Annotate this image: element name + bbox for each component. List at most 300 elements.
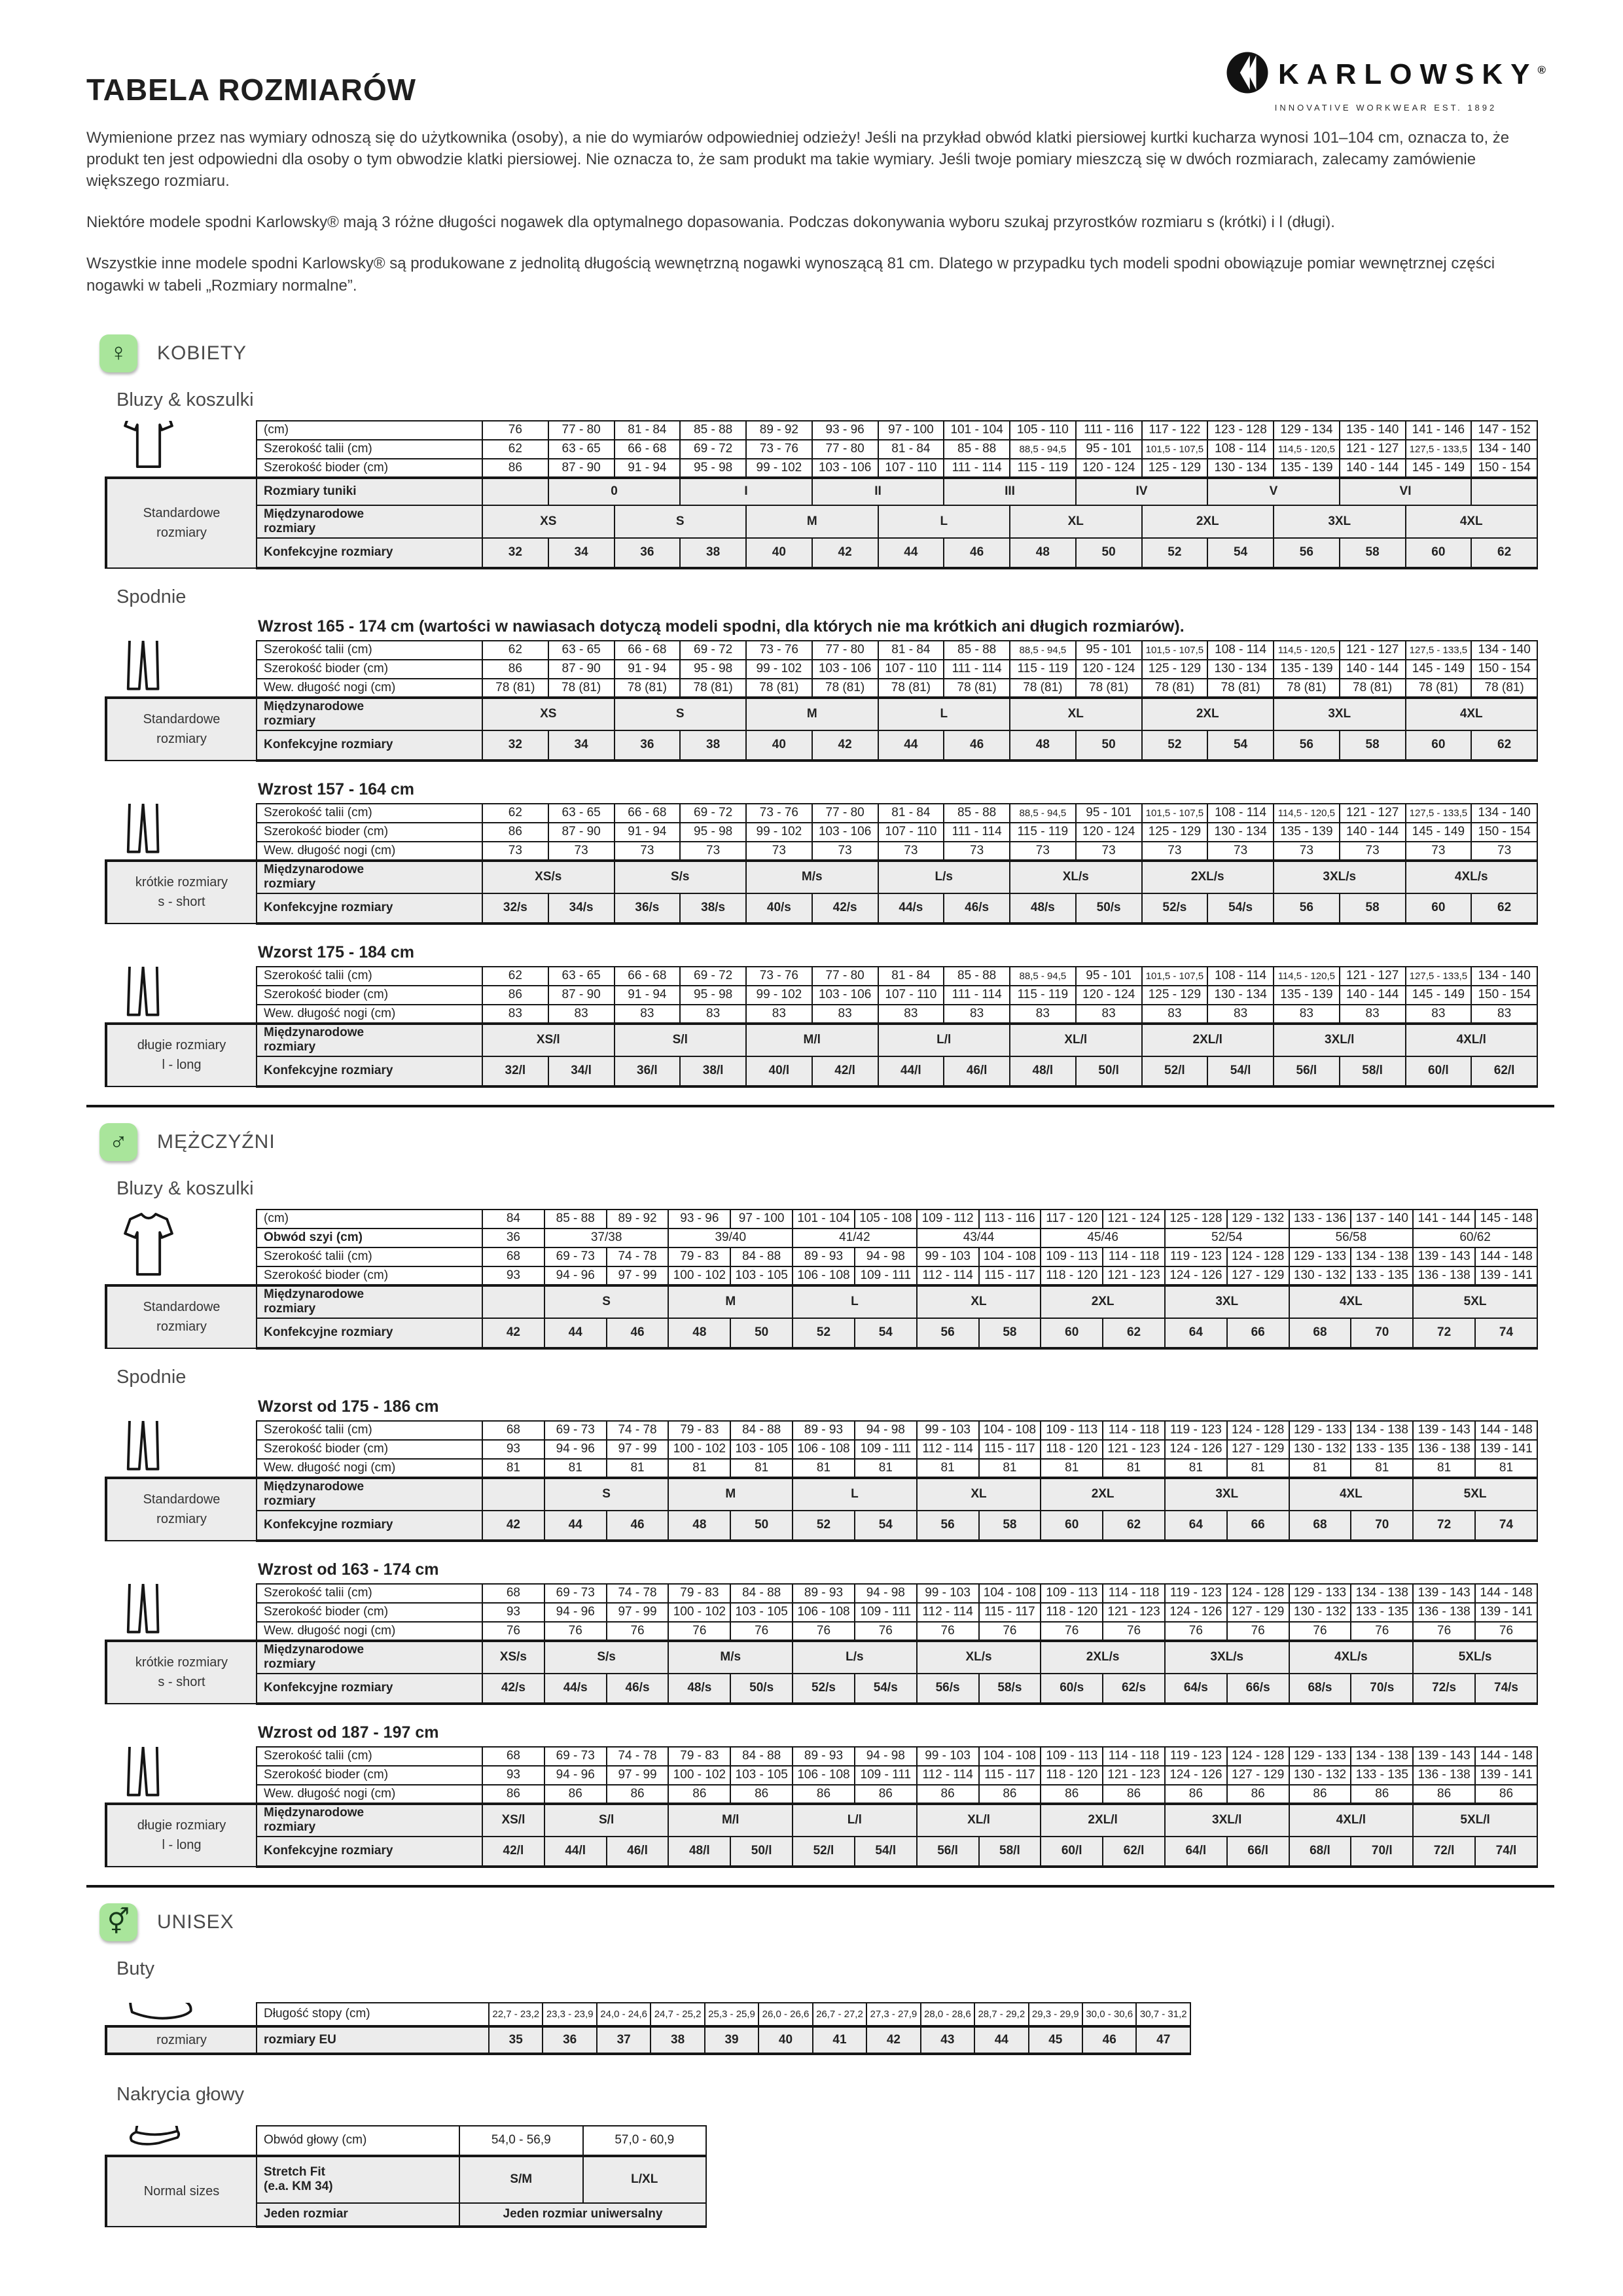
size-cell: 83 — [1142, 1005, 1208, 1024]
icon-cell — [106, 967, 257, 1024]
size-cell: 64/l — [1165, 1837, 1227, 1867]
size-cell: 66/l — [1227, 1837, 1289, 1867]
size-cell: 124 - 128 — [1227, 1421, 1289, 1440]
row-label: Szerokość talii (cm) — [257, 1421, 482, 1440]
size-cell: 94 - 98 — [855, 1584, 917, 1603]
size-cell: 40/s — [746, 893, 812, 924]
size-cell: 3XL — [1165, 1285, 1289, 1318]
subsection-title: Spodnie — [116, 1366, 187, 1388]
size-cell: 127 - 129 — [1227, 1266, 1289, 1285]
size-cell: 76 — [482, 421, 548, 440]
size-cell: 44 — [544, 1318, 607, 1348]
size-cell: 73 — [1471, 842, 1537, 861]
size-cell: 52 — [1142, 538, 1208, 568]
size-cell: 85 - 88 — [944, 440, 1010, 459]
group-label: krótkie rozmiary s - short — [106, 861, 257, 924]
size-cell: 74 - 78 — [607, 1584, 669, 1603]
size-cell: 81 - 84 — [878, 641, 944, 660]
size-cell: 94 - 96 — [544, 1766, 607, 1785]
size-cell: 77 - 80 — [548, 421, 615, 440]
size-cell: 54/l — [1207, 1056, 1274, 1086]
size-cell: 150 - 154 — [1471, 660, 1537, 679]
size-cell: 46/l — [944, 1056, 1010, 1086]
size-cell: 140 - 144 — [1340, 660, 1406, 679]
pants-icon — [123, 1421, 164, 1475]
size-cell: 150 - 154 — [1471, 986, 1537, 1005]
size-cell: 95 - 98 — [680, 459, 746, 478]
table-row — [106, 1440, 1537, 1459]
size-cell: 42 — [482, 1511, 544, 1541]
size-cell: 70 — [1351, 1318, 1413, 1348]
table-row — [106, 2003, 1190, 2026]
size-cell: 41 — [813, 2026, 866, 2054]
table-row — [106, 1674, 1537, 1704]
size-cell: 74 - 78 — [607, 1421, 669, 1440]
size-cell: 69 - 72 — [680, 804, 746, 823]
subsection-title: Bluzy & koszulki — [116, 389, 254, 410]
size-cell: 81 - 84 — [878, 804, 944, 823]
size-cell: 78 (81) — [1406, 679, 1472, 698]
size-table — [105, 420, 1538, 569]
size-cell: 139 - 143 — [1413, 1247, 1475, 1266]
size-cell: 2XL — [1142, 505, 1274, 538]
size-cell: 114 - 118 — [1103, 1747, 1165, 1766]
size-cell: 81 — [544, 1459, 607, 1478]
size-cell: 63 - 65 — [548, 967, 615, 986]
size-cell: 81 — [855, 1459, 917, 1478]
size-cell: XL/s — [917, 1641, 1041, 1674]
size-cell: 107 - 110 — [878, 986, 944, 1005]
size-cell: 99 - 102 — [746, 660, 812, 679]
size-cell: 73 — [1406, 842, 1472, 861]
size-cell: 64 — [1165, 1318, 1227, 1348]
size-cell: 134 - 138 — [1351, 1247, 1413, 1266]
size-cell: 56 — [1274, 538, 1340, 568]
size-cell: 103 - 106 — [812, 823, 878, 842]
size-cell: L/s — [878, 861, 1010, 893]
size-cell: 114,5 - 120,5 — [1274, 440, 1340, 459]
row-label: Szerokość talii (cm) — [257, 1584, 482, 1603]
size-cell: 100 - 102 — [668, 1266, 730, 1285]
size-cell: 81 — [482, 1459, 544, 1478]
size-cell: 60/l — [1406, 1056, 1472, 1086]
size-cell: 123 - 128 — [1207, 421, 1274, 440]
pants-icon — [123, 1584, 164, 1638]
size-cell: XL/s — [1010, 861, 1142, 893]
size-cell: 52/s — [1142, 893, 1208, 924]
table-title: Wzrost 165 - 174 cm (wartości w nawiasach dotyczą modeli spodni, dla których nie ma krótkich ani długich rozmiarów). — [258, 617, 1185, 636]
size-cell: 44/s — [878, 893, 944, 924]
men-tops-table — [105, 1209, 1554, 1350]
size-cell: 58/s — [979, 1674, 1041, 1704]
table-row — [106, 478, 1537, 505]
row-label: Szerokość talii (cm) — [257, 967, 482, 986]
size-cell: 125 - 129 — [1142, 986, 1208, 1005]
pants-icon — [123, 641, 164, 695]
size-cell: L/l — [793, 1804, 917, 1837]
size-cell: 44 — [974, 2026, 1028, 2054]
size-cell: 52 — [793, 1318, 855, 1348]
size-cell: 42 — [866, 2026, 920, 2054]
size-cell: 107 - 110 — [878, 459, 944, 478]
size-cell — [1471, 478, 1537, 505]
row-label: Wew. długość nogi (cm) — [257, 1005, 482, 1024]
size-cell: 109 - 113 — [1041, 1247, 1103, 1266]
size-cell: 36 — [615, 538, 681, 568]
section-men — [86, 1123, 1554, 1868]
size-cell: 73 — [1207, 842, 1274, 861]
size-cell: 68 — [482, 1747, 544, 1766]
size-cell: 73 - 76 — [746, 440, 812, 459]
size-cell: 72 — [1413, 1318, 1475, 1348]
size-cell: 83 — [746, 1005, 812, 1024]
size-cell: 27,3 - 27,9 — [866, 2003, 920, 2026]
size-cell: 48 — [1010, 730, 1076, 761]
row-label: Szerokość bioder (cm) — [257, 459, 482, 478]
subsection-title: Bluzy & koszulki — [116, 1177, 254, 1199]
size-cell: 81 — [917, 1459, 979, 1478]
size-cell: L/XL — [583, 2156, 707, 2203]
size-cell: 97 - 99 — [607, 1766, 669, 1785]
size-cell: 76 — [1475, 1622, 1537, 1641]
row-label: Wew. długość nogi (cm) — [257, 1622, 482, 1641]
size-cell: 95 - 98 — [680, 660, 746, 679]
section-women — [86, 334, 1554, 1088]
size-cell: 81 — [1041, 1459, 1103, 1478]
size-cell: 89 - 93 — [793, 1747, 855, 1766]
size-cell: 3XL/s — [1165, 1641, 1289, 1674]
size-cell: 22,7 - 23,2 — [489, 2003, 543, 2026]
size-cell: 62/s — [1103, 1674, 1165, 1704]
size-table — [105, 2125, 707, 2228]
table-row — [106, 1641, 1537, 1674]
size-cell: L — [878, 505, 1010, 538]
size-cell: M/l — [668, 1804, 793, 1837]
size-cell: 81 - 84 — [615, 421, 681, 440]
row-label: Rozmiary tuniki — [257, 478, 482, 505]
size-cell: 109 - 113 — [1041, 1747, 1103, 1766]
women-pants-short-table — [105, 780, 1554, 925]
size-cell: 5XL/l — [1413, 1804, 1537, 1837]
size-cell: 79 - 83 — [668, 1247, 730, 1266]
row-label: Wew. długość nogi (cm) — [257, 679, 482, 698]
size-cell: 28,0 - 28,6 — [921, 2003, 974, 2026]
size-cell: 77 - 80 — [812, 641, 878, 660]
size-cell: 52/l — [793, 1837, 855, 1867]
size-cell: 81 — [793, 1459, 855, 1478]
size-cell: 64/s — [1165, 1674, 1227, 1704]
size-cell: 3XL/l — [1274, 1024, 1406, 1056]
size-cell: 117 - 120 — [1041, 1210, 1103, 1229]
size-cell: 85 - 88 — [680, 421, 746, 440]
size-cell: 40 — [746, 730, 812, 761]
group-label: Standardowe rozmiary — [106, 698, 257, 761]
size-cell: L — [878, 698, 1010, 730]
group-label: Standardowe rozmiary — [106, 478, 257, 568]
row-label: Konfekcyjne rozmiary — [257, 1056, 482, 1086]
size-cell: 83 — [1471, 1005, 1537, 1024]
size-cell: 86 — [482, 986, 548, 1005]
size-cell: 81 — [1351, 1459, 1413, 1478]
size-cell: XS/l — [482, 1024, 615, 1056]
row-label: Jeden rozmiar — [257, 2203, 459, 2227]
size-cell: 127,5 - 133,5 — [1406, 641, 1472, 660]
size-cell: 79 - 83 — [668, 1747, 730, 1766]
icon-cell — [106, 1747, 257, 1804]
group-label: rozmiary — [106, 2026, 257, 2054]
size-cell: 115 - 119 — [1010, 823, 1076, 842]
size-cell: 101 - 104 — [944, 421, 1010, 440]
size-cell: 78 (81) — [812, 679, 878, 698]
size-cell: 42 — [482, 1318, 544, 1348]
size-cell: 86 — [482, 1785, 544, 1804]
size-cell: 101,5 - 107,5 — [1142, 440, 1208, 459]
size-cell: 56/s — [917, 1674, 979, 1704]
size-cell: 147 - 152 — [1471, 421, 1537, 440]
group-label: długie rozmiary l - long — [106, 1024, 257, 1086]
size-cell: 127,5 - 133,5 — [1406, 804, 1472, 823]
size-cell: XS/l — [482, 1804, 544, 1837]
size-cell: 114 - 118 — [1103, 1421, 1165, 1440]
size-cell: 121 - 123 — [1103, 1266, 1165, 1285]
size-cell: M — [668, 1478, 793, 1511]
size-cell: 99 - 103 — [917, 1421, 979, 1440]
size-cell: 121 - 127 — [1340, 804, 1406, 823]
size-cell: 24,0 - 24,6 — [597, 2003, 651, 2026]
women-pants-long-table — [105, 943, 1554, 1088]
size-cell: 124 - 128 — [1227, 1247, 1289, 1266]
size-cell: 83 — [812, 1005, 878, 1024]
table-row — [106, 1837, 1537, 1867]
size-cell: 68 — [482, 1247, 544, 1266]
size-cell: 34 — [548, 538, 615, 568]
size-cell: 56 — [1274, 893, 1340, 924]
size-cell: 81 — [730, 1459, 793, 1478]
size-cell: 50 — [730, 1318, 793, 1348]
size-cell: 99 - 103 — [917, 1747, 979, 1766]
table-row — [106, 2156, 706, 2203]
table-row — [106, 823, 1537, 842]
size-cell: 112 - 114 — [917, 1266, 979, 1285]
size-cell: 87 - 90 — [548, 660, 615, 679]
size-cell: 85 - 88 — [944, 804, 1010, 823]
size-cell: 81 — [979, 1459, 1041, 1478]
size-cell: 130 - 132 — [1289, 1766, 1351, 1785]
size-cell: 139 - 141 — [1475, 1766, 1537, 1785]
table-row — [106, 967, 1537, 986]
size-cell: 79 - 83 — [668, 1584, 730, 1603]
size-cell: 118 - 120 — [1041, 1603, 1103, 1622]
group-label: Normal sizes — [106, 2156, 257, 2227]
row-label: Międzynarodowe rozmiary — [257, 1024, 482, 1056]
table-row — [106, 1229, 1537, 1247]
size-cell: 56 — [917, 1318, 979, 1348]
size-cell: 76 — [544, 1622, 607, 1641]
size-cell: 32/s — [482, 893, 548, 924]
size-cell: 30,0 - 30,6 — [1082, 2003, 1136, 2026]
size-cell: 78 (81) — [548, 679, 615, 698]
size-cell: 94 - 98 — [855, 1747, 917, 1766]
table-row — [106, 698, 1537, 730]
size-cell: 78 (81) — [482, 679, 548, 698]
size-cell: 108 - 114 — [1207, 641, 1274, 660]
size-cell: 134 - 140 — [1471, 440, 1537, 459]
size-cell: 69 - 73 — [544, 1421, 607, 1440]
size-cell: 46 — [607, 1511, 669, 1541]
size-cell: 109 - 111 — [855, 1603, 917, 1622]
size-cell: 101,5 - 107,5 — [1142, 804, 1208, 823]
size-cell: 136 - 138 — [1413, 1603, 1475, 1622]
row-label: Szerokość talii (cm) — [257, 1747, 482, 1766]
size-cell: 36 — [543, 2026, 596, 2054]
size-cell: 50 — [730, 1511, 793, 1541]
size-cell: 0 — [548, 478, 681, 505]
size-cell: 105 - 110 — [1010, 421, 1076, 440]
size-cell: 133 - 135 — [1351, 1266, 1413, 1285]
size-cell: 74 — [1475, 1511, 1537, 1541]
size-cell: 108 - 114 — [1207, 440, 1274, 459]
size-cell: 100 - 102 — [668, 1603, 730, 1622]
size-cell: 46 — [1082, 2026, 1136, 2054]
size-cell: 72/s — [1413, 1674, 1475, 1704]
row-label: Obwód szyi (cm) — [257, 1229, 482, 1247]
size-cell: 115 - 119 — [1010, 660, 1076, 679]
size-cell: 79 - 83 — [668, 1421, 730, 1440]
table-row — [106, 641, 1537, 660]
size-cell: 26,0 - 26,6 — [758, 2003, 812, 2026]
icon-cell — [106, 1584, 257, 1641]
size-cell: 54/s — [855, 1674, 917, 1704]
brand-name: KARLOWSKY® — [1278, 58, 1546, 90]
size-cell: 109 - 113 — [1041, 1584, 1103, 1603]
size-cell: 109 - 111 — [855, 1766, 917, 1785]
size-cell: 84 - 88 — [730, 1421, 793, 1440]
size-cell: 45/46 — [1041, 1229, 1165, 1247]
size-cell: 76 — [855, 1622, 917, 1641]
size-cell: 150 - 154 — [1471, 823, 1537, 842]
size-cell: 109 - 112 — [917, 1210, 979, 1229]
size-cell: 125 - 129 — [1142, 459, 1208, 478]
size-cell: 124 - 128 — [1227, 1584, 1289, 1603]
size-cell: 73 — [548, 842, 615, 861]
size-cell: 73 — [482, 842, 548, 861]
size-cell: 86 — [607, 1785, 669, 1804]
size-cell: 83 — [1274, 1005, 1340, 1024]
page-title: TABELA ROZMIARÓW — [86, 73, 417, 107]
size-cell: 83 — [482, 1005, 548, 1024]
row-label: Szerokość talii (cm) — [257, 641, 482, 660]
size-cell: 48/l — [1010, 1056, 1076, 1086]
row-label: Międzynarodowe rozmiary — [257, 861, 482, 893]
size-cell: 57,0 - 60,9 — [583, 2126, 707, 2156]
size-cell: 120 - 124 — [1076, 459, 1142, 478]
size-cell: 52 — [793, 1511, 855, 1541]
size-cell: XS/s — [482, 861, 615, 893]
size-cell: 60 — [1406, 730, 1472, 761]
size-cell: 68 — [482, 1584, 544, 1603]
size-cell: S/s — [544, 1641, 669, 1674]
size-cell: 68 — [1289, 1511, 1351, 1541]
row-label: Konfekcyjne rozmiary — [257, 538, 482, 568]
size-cell: S — [544, 1285, 669, 1318]
size-cell: 100 - 102 — [668, 1440, 730, 1459]
size-cell: M/s — [668, 1641, 793, 1674]
row-label: Długość stopy (cm) — [257, 2003, 489, 2026]
size-cell: 52/l — [1142, 1056, 1208, 1086]
size-cell: 74 - 78 — [607, 1747, 669, 1766]
size-cell: 129 - 132 — [1227, 1210, 1289, 1229]
size-cell: 89 - 93 — [793, 1247, 855, 1266]
size-cell: 115 - 117 — [979, 1440, 1041, 1459]
size-cell: M — [746, 698, 878, 730]
size-cell: 106 - 108 — [793, 1440, 855, 1459]
section-divider — [86, 1885, 1554, 1888]
size-cell: 76 — [917, 1622, 979, 1641]
size-cell: 32 — [482, 730, 548, 761]
row-label: Szerokość bioder (cm) — [257, 1766, 482, 1785]
table-row — [106, 1603, 1537, 1622]
size-cell: 81 — [607, 1459, 669, 1478]
size-cell: 107 - 110 — [878, 660, 944, 679]
size-cell: 130 - 134 — [1207, 823, 1274, 842]
size-cell: 145 - 149 — [1406, 823, 1472, 842]
size-cell: 94 - 96 — [544, 1603, 607, 1622]
size-cell: 85 - 88 — [944, 641, 1010, 660]
size-cell: 125 - 129 — [1142, 660, 1208, 679]
size-cell: 95 - 101 — [1076, 804, 1142, 823]
size-cell: 62 — [1471, 538, 1537, 568]
size-cell: 77 - 80 — [812, 967, 878, 986]
size-cell: 134 - 140 — [1471, 967, 1537, 986]
size-cell: 81 — [1289, 1459, 1351, 1478]
size-cell: 69 - 72 — [680, 641, 746, 660]
size-cell: 86 — [482, 660, 548, 679]
size-cell: 62 — [482, 440, 548, 459]
size-cell: 84 - 88 — [730, 1584, 793, 1603]
size-cell: 86 — [917, 1785, 979, 1804]
size-cell: 2XL/s — [1142, 861, 1274, 893]
table-row — [106, 1622, 1537, 1641]
section-divider — [86, 1105, 1554, 1107]
size-cell: 120 - 124 — [1076, 823, 1142, 842]
size-cell: 99 - 102 — [746, 459, 812, 478]
size-cell: 81 — [1413, 1459, 1475, 1478]
size-cell: L/l — [878, 1024, 1010, 1056]
size-cell: 106 - 108 — [793, 1266, 855, 1285]
size-cell: 88,5 - 94,5 — [1010, 804, 1076, 823]
size-cell: 78 (81) — [1142, 679, 1208, 698]
size-cell: 104 - 108 — [979, 1584, 1041, 1603]
size-cell: 109 - 113 — [1041, 1421, 1103, 1440]
size-cell: 54 — [855, 1318, 917, 1348]
size-cell: 62 — [1103, 1318, 1165, 1348]
size-cell: 121 - 124 — [1103, 1210, 1165, 1229]
table-row — [106, 1785, 1537, 1804]
size-cell: 86 — [730, 1785, 793, 1804]
size-cell: 73 — [1010, 842, 1076, 861]
table-row — [106, 1318, 1537, 1348]
size-cell: 78 (81) — [746, 679, 812, 698]
size-cell: 54 — [855, 1511, 917, 1541]
size-cell: 74/s — [1475, 1674, 1537, 1704]
row-label: Szerokość talii (cm) — [257, 440, 482, 459]
size-cell: L — [793, 1285, 917, 1318]
size-cell: 78 (81) — [615, 679, 681, 698]
size-cell: 86 — [1351, 1785, 1413, 1804]
size-cell: 111 - 114 — [944, 986, 1010, 1005]
size-cell: 68 — [1289, 1318, 1351, 1348]
size-cell: 125 - 128 — [1165, 1210, 1227, 1229]
